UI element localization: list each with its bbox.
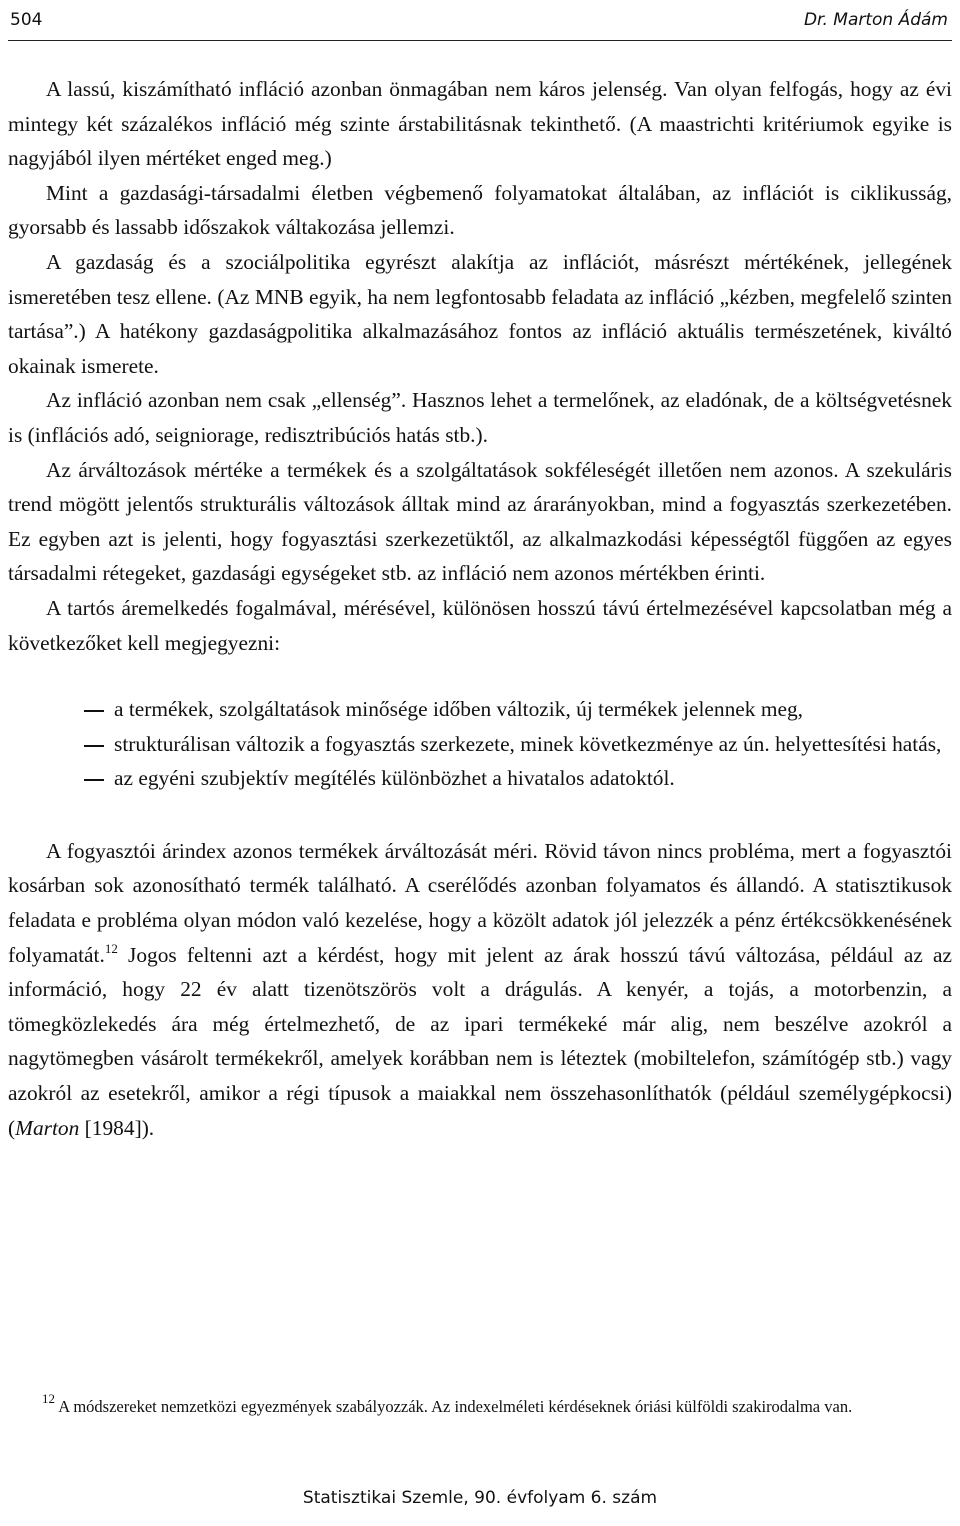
list-item-text: strukturálisan változik a fogyasztás szerkezete, minek következménye az ún. helyettesítési hatás, (114, 731, 942, 756)
paragraph-2: Mint a gazdasági-társadalmi életben végbemenő folyamatokat általában, az inflációt is ciklikusság, gyorsabb és lassabb időszakok váltakozása jellemzi. (8, 180, 952, 240)
list-item (84, 692, 952, 727)
paragraph-7-part-a: A fogyasztói árindex azonos termékek árváltozását méri. Rövid távon nincs probléma, mert a fogyasztói kosárban sok azonosítható termék található. A cserélődés azonban folyamatos és állandó. A statisztikusok feladata e probléma olyan módon való kezelése, hogy a közölt adatok jól jelezzék a pénz értékcsökkenésének folyamatát. (8, 838, 952, 967)
paragraph-7-part-c: [1984]). (79, 1115, 155, 1140)
page-footer (0, 1488, 960, 1522)
paragraph-5: Az árváltozások mértéke a termékek és a szolgáltatások sokféleségét illetően nem azonos. A szekuláris trend mögött jelentős strukturális változások álltak mind az árarányokban, mind a fogyasztás szerkezetében. Ez egyben azt is jelenti, hogy fogyasztási szerkezetüktől, az alkalmazkodási képességtől függően az egyes társadalmi rétegeket, gazdasági egységeket stb. az infláció nem azonos mértékben érinti. (8, 457, 952, 586)
footnote-number: 12 (42, 1391, 55, 1406)
footnote-12 (8, 1392, 952, 1422)
dash-bullet (84, 710, 104, 712)
list-item-text: a termékek, szolgáltatások minősége időben változik, új termékek jelennek meg, (114, 697, 804, 722)
dash-bullet (84, 745, 104, 747)
paragraph-6: A tartós áremelkedés fogalmával, mérésével, különösen hosszú távú értelmezésével kapcsolatban még a következőket kell megjegyezni: (8, 595, 952, 655)
list-item-text: az egyéni szubjektív megítélés különbözhet a hivatalos adatoktól. (114, 766, 675, 791)
page-number: 504 (10, 10, 43, 30)
footnote-reference[interactable]: 12 (104, 940, 118, 956)
dash-list (8, 692, 952, 796)
footnote-section (8, 1392, 952, 1422)
journal-name: Statisztikai Szemle, 90. évfolyam 6. szám (302, 1488, 658, 1508)
paragraph-4: Az infláció azonban nem csak „ellenség”. Hasznos lehet a termelőnek, az eladónak, de a költségvetésnek is (inflációs adó, seigniorage, redisztribúciós hatás stb.). (8, 388, 952, 447)
paragraph-7-part-b: Jogos feltenni azt a kérdést, hogy mit jelent az árak hosszú távú változása, például az az információ, hogy 22 év alatt tizenötszörös volt a drágulás. A kenyér, a tojás, a motorbenzin, a tömegközlekedés ára még értelmezhető, de az ipari termékeké már alig, nem beszélve azokról a nagytömegben vásárolt termékekről, amelyek korábban nem is léteztek (mobiltelefon, számítógép stb.) vagy azokról az esetekről, amikor a régi típusok a maiakkal nem összehasonlíthatók (például személygépkocsi) ( (8, 942, 952, 1140)
running-author: Dr. Marton Ádám (803, 10, 948, 30)
main-text (8, 72, 952, 1145)
list-item (84, 761, 952, 796)
citation-author: Marton (15, 1115, 80, 1140)
list-item (84, 727, 952, 762)
page-header (8, 0, 952, 41)
dash-bullet (84, 779, 104, 781)
paragraph-7 (8, 834, 952, 1145)
footnote-text: A módszereket nemzetközi egyezmények szabályozzák. Az indexelméleti kérdéseknek óriási külföldi szakirodalma van. (55, 1397, 853, 1416)
paragraph-1: A lassú, kiszámítható infláció azonban önmagában nem káros jelenség. Van olyan felfogás, hogy az évi mintegy két százalékos infláció még szinte árstabilitásnak tekinthető. (A maastrichti kritériumok egyike is nagyjából ilyen mértéket enged meg.) (8, 77, 952, 171)
paragraph-3: A gazdaság és a szociálpolitika egyrészt alakítja az inflációt, másrészt mértékének, jellegének ismeretében tesz ellene. (Az MNB egyik, ha nem legfontosabb feladata az infláció „kézben, megfelelő szinten tartása”.) A hatékony gazdaságpolitika alkalmazásához fontos az infláció aktuális természetének, kiváltó okainak ismerete. (8, 249, 952, 378)
